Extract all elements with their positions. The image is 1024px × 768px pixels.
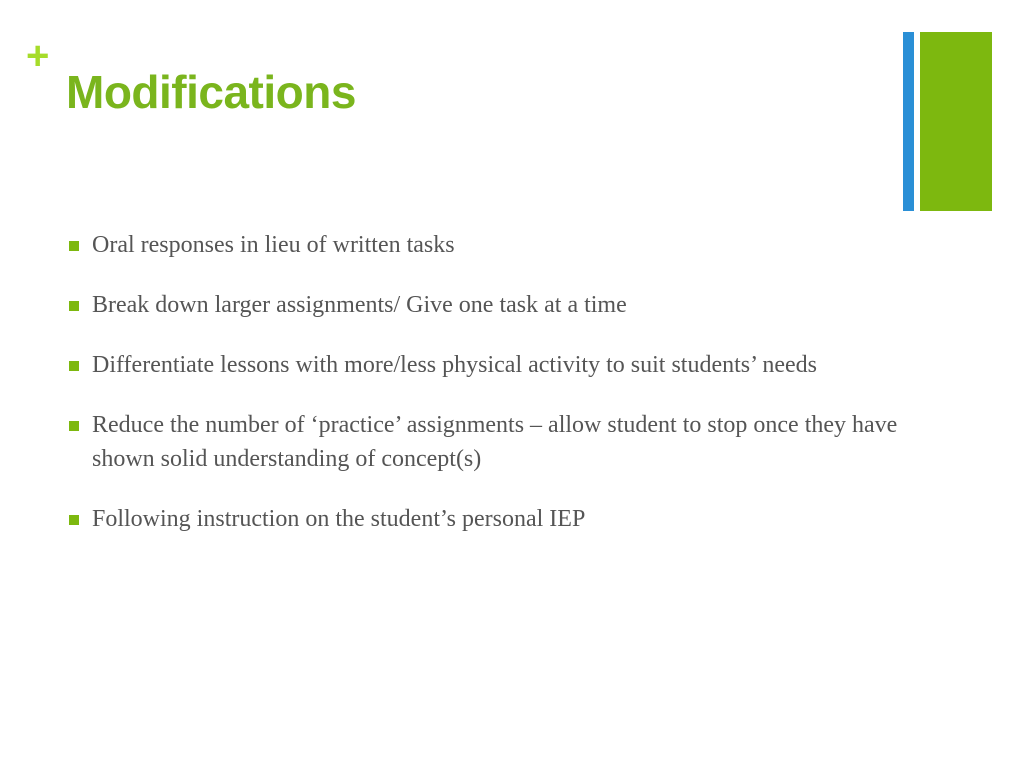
bullet-text: Differentiate lessons with more/less physical activity to suit students’ needs xyxy=(92,352,817,378)
bullet-list xyxy=(66,228,926,562)
square-bullet-icon xyxy=(69,515,79,525)
slide-title: Modifications xyxy=(66,66,356,118)
square-bullet-icon xyxy=(69,361,79,371)
square-bullet-icon xyxy=(69,241,79,251)
bullet-text: Reduce the number of ‘practice’ assignments – allow student to stop once they have shown solid understanding of concept(s) xyxy=(92,412,898,472)
bullet-text: Following instruction on the student’s personal IEP xyxy=(92,506,586,532)
bullet-item xyxy=(66,288,926,322)
plus-icon: + xyxy=(26,34,50,78)
accent-block-green xyxy=(920,32,992,211)
square-bullet-icon xyxy=(69,301,79,311)
bullet-item xyxy=(66,408,926,476)
square-bullet-icon xyxy=(69,421,79,431)
bullet-item xyxy=(66,348,926,382)
bullet-text: Break down larger assignments/ Give one task at a time xyxy=(92,292,627,318)
accent-bar-blue xyxy=(903,32,914,211)
bullet-item xyxy=(66,502,926,536)
bullet-text: Oral responses in lieu of written tasks xyxy=(92,232,455,258)
bullet-item xyxy=(66,228,926,262)
